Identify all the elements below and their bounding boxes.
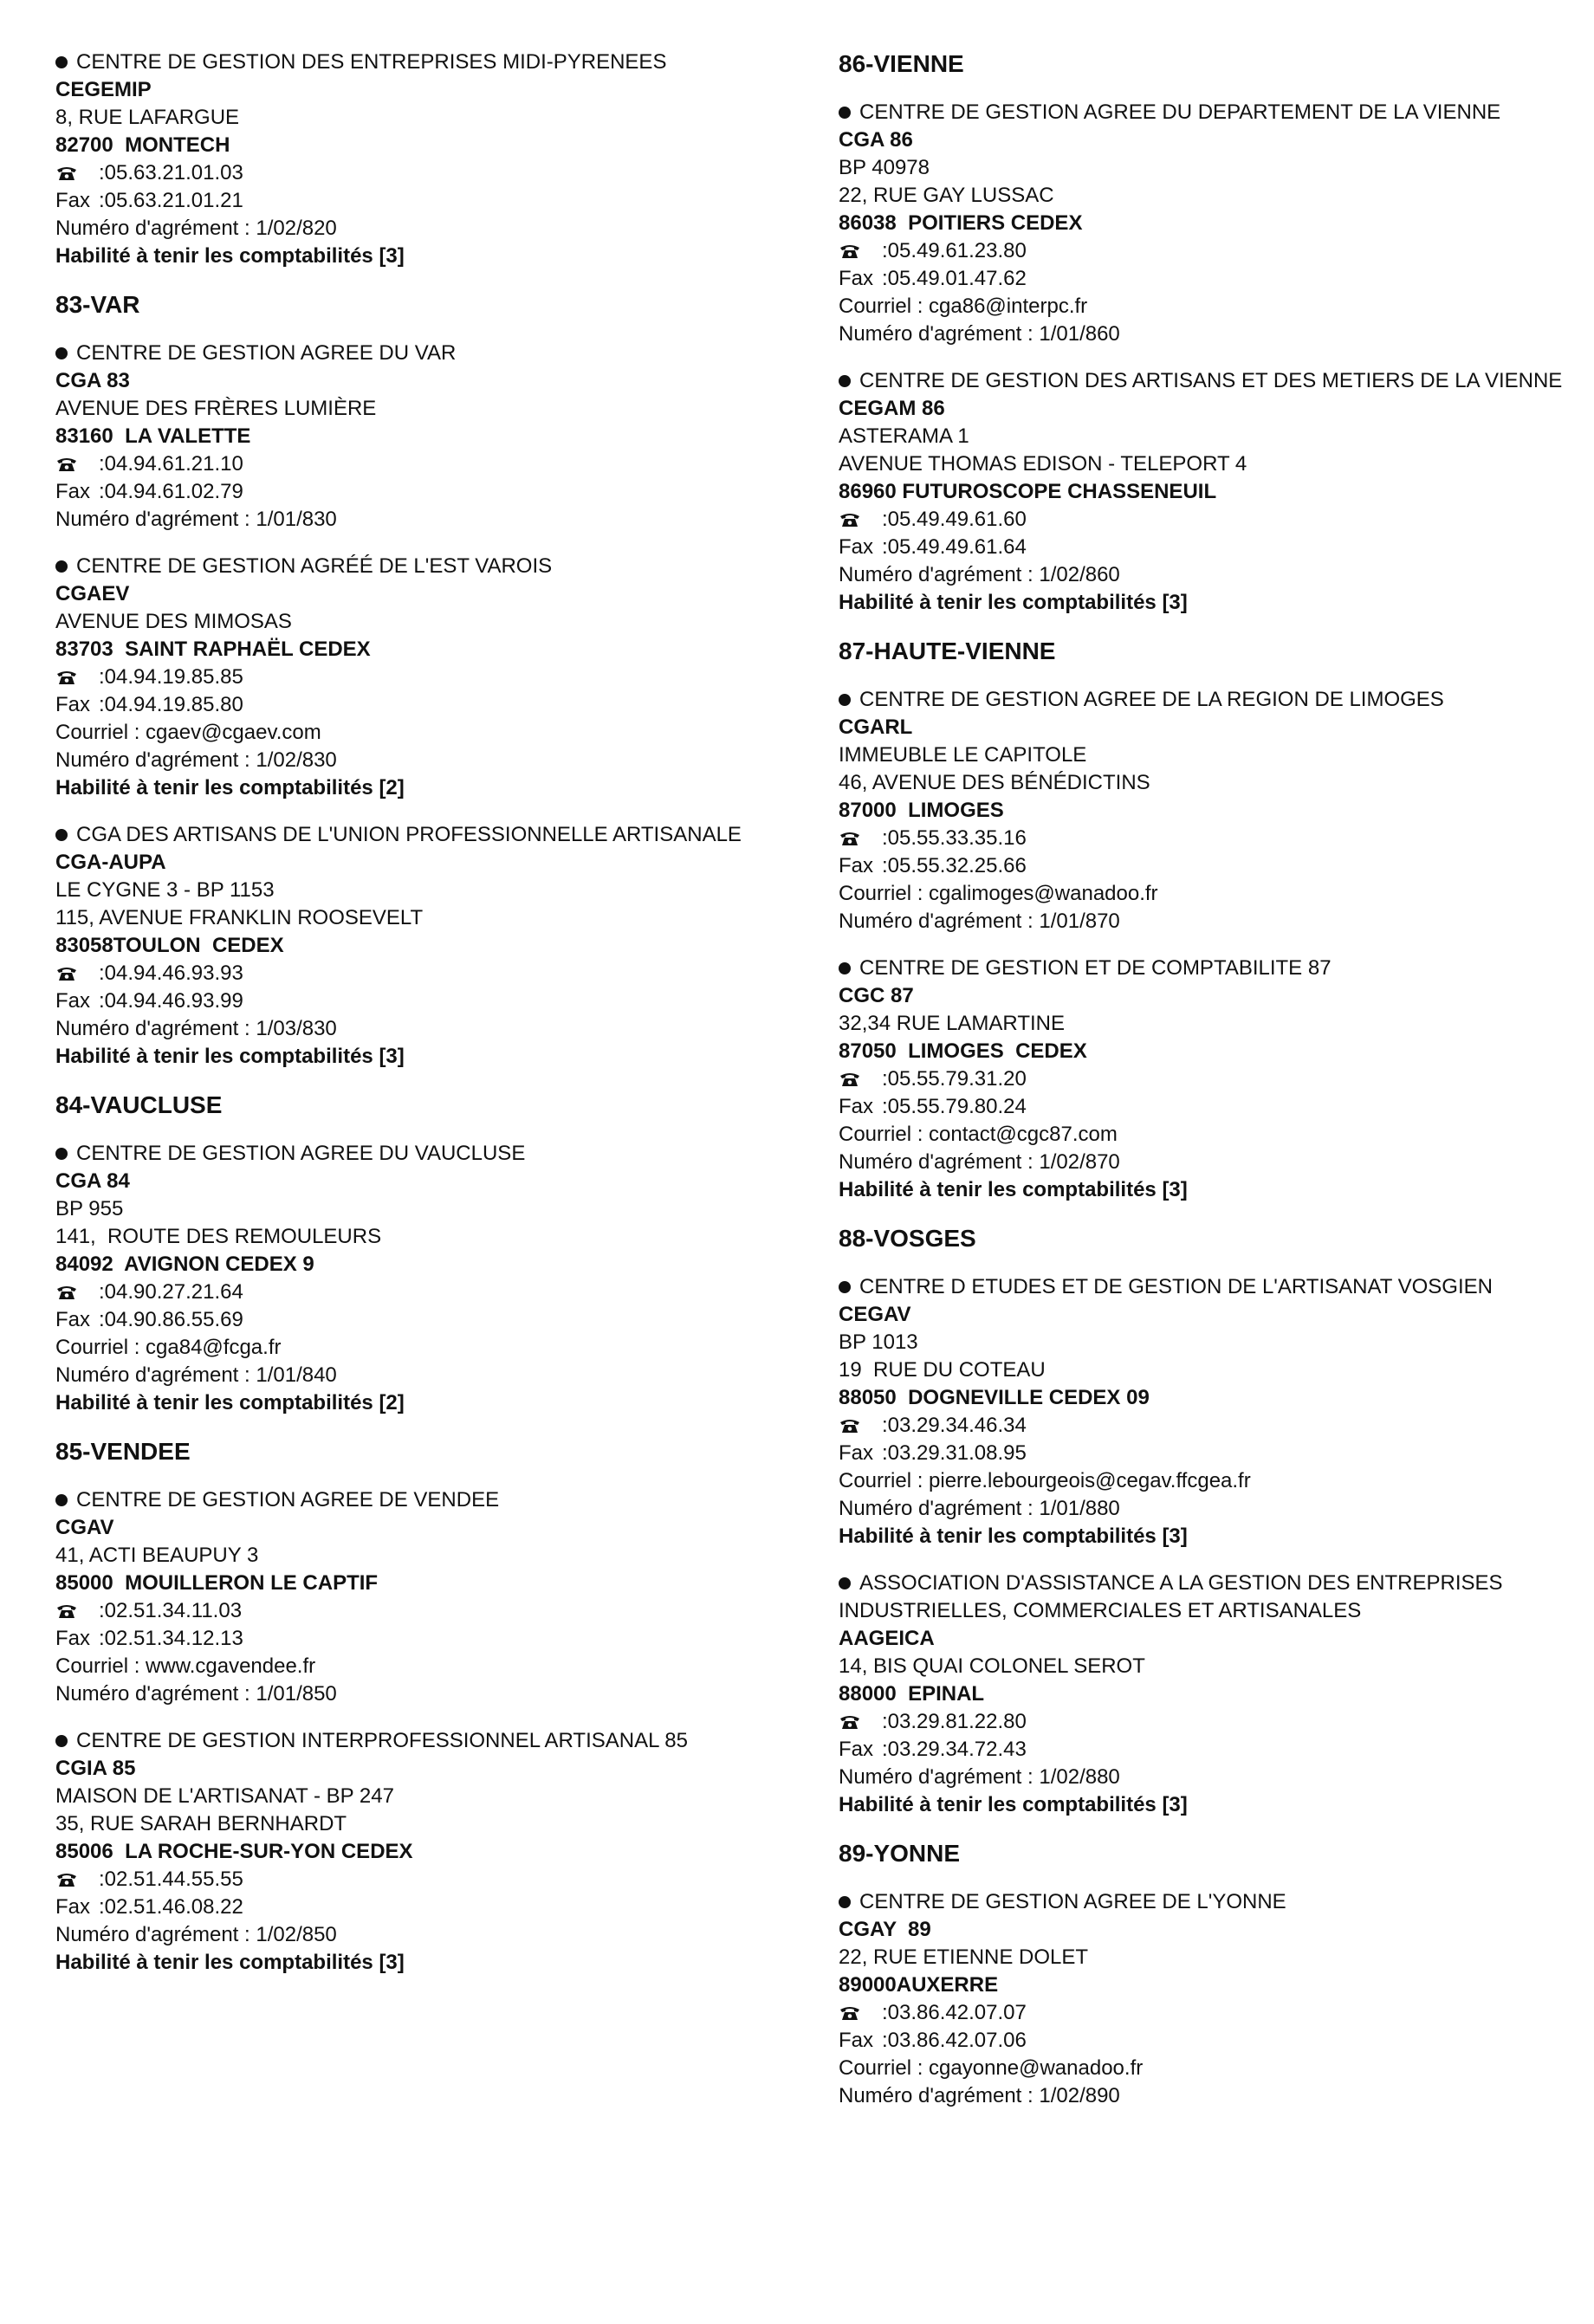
address-line: AVENUE DES MIMOSAS xyxy=(55,610,292,633)
department-heading: 89-YONNE xyxy=(839,1840,961,1867)
telephone-row xyxy=(55,1866,792,1894)
agrement-number: Numéro d'agrément : 1/02/850 xyxy=(55,1923,337,1946)
fax-label: Fax xyxy=(839,535,874,559)
telephone-label xyxy=(55,1597,99,1625)
separator: : xyxy=(99,1627,105,1650)
address-line: BP 1013 xyxy=(839,1330,918,1354)
entry-name-line xyxy=(839,955,1584,982)
telephone-label xyxy=(839,237,882,265)
entry-name-line xyxy=(839,686,1584,714)
bullet-icon xyxy=(55,1735,68,1747)
fax-row xyxy=(55,478,792,506)
postal-city: 88000 EPINAL xyxy=(839,1682,985,1706)
address-line: LE CYGNE 3 - BP 1153 xyxy=(55,878,275,902)
telephone-label xyxy=(55,159,99,187)
fax-label: Fax xyxy=(55,1308,91,1331)
phone-icon xyxy=(55,965,78,982)
separator: : xyxy=(99,1599,105,1622)
separator: : xyxy=(882,826,888,850)
entry-acronym: CGAEV xyxy=(55,582,130,605)
address-line: MAISON DE L'ARTISANAT - BP 247 xyxy=(55,1784,394,1808)
address-line: BP 40978 xyxy=(839,156,930,179)
email-line: Courriel : pierre.lebourgeois@cegav.ffcgea.fr xyxy=(839,1469,1251,1492)
entry-name-line xyxy=(839,367,1584,395)
bullet-icon xyxy=(839,107,851,119)
bullet-icon xyxy=(839,375,851,387)
email-line: Courriel : www.cgavendee.fr xyxy=(55,1654,316,1678)
department-heading: 88-VOSGES xyxy=(839,1225,976,1252)
entry-name: CENTRE DE GESTION ET DE COMPTABILITE 87 xyxy=(859,956,1332,980)
bullet-icon xyxy=(55,347,68,359)
separator: : xyxy=(99,452,105,476)
fax-label: Fax xyxy=(55,989,91,1013)
habilitation-note: Habilité à tenir les comptabilités [3] xyxy=(839,591,1188,614)
entry-acronym: AAGEICA xyxy=(839,1627,935,1650)
directory-entry xyxy=(839,367,1584,617)
phone-icon xyxy=(55,1871,78,1888)
directory-entry xyxy=(55,340,792,534)
separator: : xyxy=(882,535,888,559)
fax-number: 03.29.34.72.43 xyxy=(887,1738,1027,1761)
entry-name: CENTRE DE GESTION DES ENTREPRISES MIDI-PYRENEES xyxy=(76,50,667,74)
fax-number: 05.49.49.61.64 xyxy=(887,535,1027,559)
entry-name: CENTRE DE GESTION AGRÉÉ DE L'EST VAROIS xyxy=(76,554,553,578)
separator: : xyxy=(882,2029,888,2052)
telephone-row xyxy=(839,1708,1584,1736)
phone-icon xyxy=(839,1417,861,1434)
telephone-row xyxy=(55,664,792,691)
habilitation-note: Habilité à tenir les comptabilités [3] xyxy=(839,1525,1188,1548)
separator: : xyxy=(882,1738,888,1761)
entry-name-line xyxy=(55,49,792,76)
fax-row xyxy=(55,187,792,215)
agrement-number: Numéro d'agrément : 1/01/850 xyxy=(55,1682,337,1706)
telephone-label xyxy=(839,825,882,852)
telephone-number: 04.90.27.21.64 xyxy=(104,1280,243,1304)
postal-city: 83058TOULON CEDEX xyxy=(55,934,284,957)
telephone-number: 02.51.34.11.03 xyxy=(104,1599,243,1622)
agrement-number: Numéro d'agrément : 1/02/870 xyxy=(839,1150,1120,1174)
telephone-number: 05.49.61.23.80 xyxy=(887,239,1027,262)
telephone-label xyxy=(839,1412,882,1440)
fax-label: Fax xyxy=(55,189,91,212)
email-line: Courriel : cga84@fcga.fr xyxy=(55,1336,282,1359)
fax-label: Fax xyxy=(839,854,874,877)
telephone-row xyxy=(839,506,1584,534)
separator: : xyxy=(99,1868,105,1891)
fax-label: Fax xyxy=(55,693,91,716)
directory-entry xyxy=(839,99,1584,348)
telephone-label xyxy=(839,1999,882,2027)
fax-number: 03.29.31.08.95 xyxy=(887,1441,1027,1465)
entry-name: CENTRE DE GESTION AGREE DU DEPARTEMENT DE LA VIENNE xyxy=(859,100,1501,124)
separator: : xyxy=(882,267,888,290)
fax-label: Fax xyxy=(839,1738,874,1761)
fax-row xyxy=(839,265,1584,293)
entry-name-line xyxy=(839,1888,1584,1916)
fax-row xyxy=(55,691,792,719)
phone-icon xyxy=(839,1713,861,1731)
fax-number: 04.94.19.85.80 xyxy=(104,693,243,716)
email-line: Courriel : contact@cgc87.com xyxy=(839,1123,1118,1146)
entry-name-line xyxy=(839,1273,1584,1301)
telephone-row xyxy=(839,237,1584,265)
phone-icon xyxy=(839,2004,861,2022)
separator: : xyxy=(99,665,105,689)
department-heading: 87-HAUTE-VIENNE xyxy=(839,638,1056,664)
telephone-number: 04.94.61.21.10 xyxy=(104,452,243,476)
address-line: ASTERAMA 1 xyxy=(839,424,969,448)
agrement-number: Numéro d'agrément : 1/02/880 xyxy=(839,1765,1120,1789)
fax-label: Fax xyxy=(839,1095,874,1118)
department-heading: 86-VIENNE xyxy=(839,50,964,77)
fax-number: 05.55.32.25.66 xyxy=(887,854,1027,877)
address-line: 14, BIS QUAI COLONEL SEROT xyxy=(839,1654,1145,1678)
address-line: 141, ROUTE DES REMOULEURS xyxy=(55,1225,382,1248)
bullet-icon xyxy=(839,1896,851,1908)
telephone-label xyxy=(55,664,99,691)
fax-label: Fax xyxy=(839,2029,874,2052)
bullet-icon xyxy=(55,1148,68,1160)
habilitation-note: Habilité à tenir les comptabilités [3] xyxy=(839,1178,1188,1201)
fax-label: Fax xyxy=(55,480,91,503)
email-line: Courriel : cgaev@cgaev.com xyxy=(55,721,321,744)
phone-icon xyxy=(839,1071,861,1088)
telephone-number: 04.94.46.93.93 xyxy=(104,961,243,985)
phone-icon xyxy=(839,511,861,528)
habilitation-note: Habilité à tenir les comptabilités [3] xyxy=(839,1793,1188,1816)
agrement-number: Numéro d'agrément : 1/02/830 xyxy=(55,748,337,772)
entry-name: CENTRE DE GESTION AGREE DE LA REGION DE LIMOGES xyxy=(859,688,1444,711)
agrement-number: Numéro d'agrément : 1/03/830 xyxy=(55,1017,337,1040)
postal-city: 87050 LIMOGES CEDEX xyxy=(839,1039,1087,1063)
fax-row xyxy=(55,987,792,1015)
agrement-number: Numéro d'agrément : 1/01/830 xyxy=(55,508,337,531)
phone-icon xyxy=(55,1284,78,1301)
directory-entry xyxy=(839,1273,1584,1550)
entry-name-line xyxy=(55,1140,792,1168)
agrement-number: Numéro d'agrément : 1/01/840 xyxy=(55,1363,337,1387)
address-line: 8, RUE LAFARGUE xyxy=(55,106,240,129)
entry-acronym: CGA 86 xyxy=(839,128,913,152)
entry-name: CENTRE DE GESTION AGREE DU VAUCLUSE xyxy=(76,1142,526,1165)
entry-name: CENTRE DE GESTION DES ARTISANS ET DES METIERS DE LA VIENNE xyxy=(859,369,1563,392)
agrement-number: Numéro d'agrément : 1/01/860 xyxy=(839,322,1120,346)
separator: : xyxy=(99,1308,105,1331)
fax-number: 04.94.61.02.79 xyxy=(104,480,243,503)
telephone-row xyxy=(839,1412,1584,1440)
department-heading: 83-VAR xyxy=(55,291,140,318)
separator: : xyxy=(99,961,105,985)
agrement-number: Numéro d'agrément : 1/01/870 xyxy=(839,910,1120,933)
telephone-number: 05.55.33.35.16 xyxy=(887,826,1027,850)
separator: : xyxy=(99,480,105,503)
directory-entry xyxy=(55,1140,792,1417)
directory-entry xyxy=(839,955,1584,1204)
bullet-icon xyxy=(839,1577,851,1589)
entry-name-line xyxy=(839,99,1584,126)
fax-row xyxy=(55,1306,792,1334)
entry-acronym: CGAV xyxy=(55,1516,114,1539)
habilitation-note: Habilité à tenir les comptabilités [3] xyxy=(55,1045,405,1068)
postal-city: 83160 LA VALETTE xyxy=(55,424,251,448)
separator: : xyxy=(882,1414,888,1437)
address-line: BP 955 xyxy=(55,1197,124,1220)
fax-number: 04.90.86.55.69 xyxy=(104,1308,243,1331)
entry-name: CENTRE D ETUDES ET DE GESTION DE L'ARTISANAT VOSGIEN xyxy=(859,1275,1493,1298)
habilitation-note: Habilité à tenir les comptabilités [3] xyxy=(55,244,405,268)
bullet-icon xyxy=(55,560,68,573)
entry-name-line xyxy=(55,1486,792,1514)
directory-entry xyxy=(839,1888,1584,2110)
telephone-number: 03.86.42.07.07 xyxy=(887,2001,1027,2024)
directory-entry xyxy=(55,821,792,1071)
separator: : xyxy=(99,1280,105,1304)
fax-row xyxy=(55,1625,792,1653)
address-line: 22, RUE ETIENNE DOLET xyxy=(839,1945,1089,1969)
bullet-icon xyxy=(839,694,851,706)
entry-name: CENTRE DE GESTION AGREE DE VENDEE xyxy=(76,1488,500,1512)
postal-city: 88050 DOGNEVILLE CEDEX 09 xyxy=(839,1386,1150,1409)
fax-row xyxy=(839,534,1584,561)
telephone-number: 04.94.19.85.85 xyxy=(104,665,243,689)
postal-city: 87000 LIMOGES xyxy=(839,799,1004,822)
address-line: AVENUE DES FRÈRES LUMIÈRE xyxy=(55,397,377,420)
separator: : xyxy=(99,693,105,716)
postal-city: 86960 FUTUROSCOPE CHASSENEUIL xyxy=(839,480,1217,503)
telephone-label xyxy=(55,960,99,987)
fax-number: 03.86.42.07.06 xyxy=(887,2029,1027,2052)
fax-label: Fax xyxy=(839,267,874,290)
entry-acronym: CGA 83 xyxy=(55,369,130,392)
fax-row xyxy=(839,2027,1584,2055)
address-line: 19 RUE DU COTEAU xyxy=(839,1358,1046,1382)
fax-label: Fax xyxy=(55,1627,91,1650)
telephone-number: 03.29.81.22.80 xyxy=(887,1710,1027,1733)
telephone-number: 02.51.44.55.55 xyxy=(104,1868,243,1891)
separator: : xyxy=(882,2001,888,2024)
entry-name-line xyxy=(55,821,792,849)
entry-name: CENTRE DE GESTION AGREE DE L'YONNE xyxy=(859,1890,1286,1913)
phone-icon xyxy=(839,243,861,260)
entry-acronym: CEGAM 86 xyxy=(839,397,945,420)
postal-city: 85006 LA ROCHE-SUR-YON CEDEX xyxy=(55,1840,413,1863)
entry-name: CENTRE DE GESTION AGREE DU VAR xyxy=(76,341,457,365)
address-line: IMMEUBLE LE CAPITOLE xyxy=(839,743,1087,767)
address-line: 22, RUE GAY LUSSAC xyxy=(839,184,1054,207)
phone-icon xyxy=(839,830,861,847)
postal-city: 84092 AVIGNON CEDEX 9 xyxy=(55,1253,314,1276)
entry-acronym: CGC 87 xyxy=(839,984,914,1007)
telephone-row xyxy=(55,450,792,478)
telephone-row xyxy=(839,1999,1584,2027)
entry-acronym: CGA 84 xyxy=(55,1169,130,1193)
address-line: 32,34 RUE LAMARTINE xyxy=(839,1012,1065,1035)
telephone-row xyxy=(55,1279,792,1306)
directory-entry xyxy=(55,49,792,270)
separator: : xyxy=(99,1895,105,1919)
fax-number: 04.94.46.93.99 xyxy=(104,989,243,1013)
fax-row xyxy=(839,1736,1584,1764)
entry-acronym: CGIA 85 xyxy=(55,1757,136,1780)
entry-name: ASSOCIATION D'ASSISTANCE A LA GESTION DES ENTREPRISES INDUSTRIELLES, COMMERCIALES ET ARTISANALES xyxy=(839,1571,1509,1622)
directory-entry xyxy=(55,553,792,802)
entry-acronym: CGARL xyxy=(839,715,913,739)
entry-name: CENTRE DE GESTION INTERPROFESSIONNEL ARTISANAL 85 xyxy=(76,1729,688,1752)
entry-name: CGA DES ARTISANS DE L'UNION PROFESSIONNELLE ARTISANALE xyxy=(76,823,742,846)
separator: : xyxy=(99,161,105,184)
entry-name-line xyxy=(55,340,792,367)
fax-row xyxy=(839,1440,1584,1467)
entry-acronym: CEGAV xyxy=(839,1303,911,1326)
habilitation-note: Habilité à tenir les comptabilités [3] xyxy=(55,1951,405,1974)
postal-city: 82700 MONTECH xyxy=(55,133,230,157)
telephone-row xyxy=(839,825,1584,852)
right-column xyxy=(839,49,1584,2129)
separator: : xyxy=(882,508,888,531)
separator: : xyxy=(882,1710,888,1733)
fax-number: 02.51.34.12.13 xyxy=(104,1627,243,1650)
email-line: Courriel : cgayonne@wanadoo.fr xyxy=(839,2056,1144,2080)
directory-entry xyxy=(55,1727,792,1977)
fax-row xyxy=(839,852,1584,880)
entry-acronym: CGAY 89 xyxy=(839,1918,931,1941)
entry-acronym: CGA-AUPA xyxy=(55,851,166,874)
telephone-number: 03.29.34.46.34 xyxy=(887,1414,1027,1437)
fax-number: 05.55.79.80.24 xyxy=(887,1095,1027,1118)
address-line: 46, AVENUE DES BÉNÉDICTINS xyxy=(839,771,1150,794)
directory-entry xyxy=(839,1570,1584,1819)
entry-name-line xyxy=(55,553,792,580)
postal-city: 86038 POITIERS CEDEX xyxy=(839,211,1083,235)
telephone-label xyxy=(839,506,882,534)
telephone-number: 05.55.79.31.20 xyxy=(887,1067,1027,1091)
email-line: Courriel : cga86@interpc.fr xyxy=(839,295,1088,318)
phone-icon xyxy=(55,669,78,686)
bullet-icon xyxy=(839,962,851,974)
entry-name-line xyxy=(55,1727,792,1755)
separator: : xyxy=(882,1441,888,1465)
address-line: 115, AVENUE FRANKLIN ROOSEVELT xyxy=(55,906,424,929)
left-column xyxy=(55,49,792,1996)
telephone-row xyxy=(55,159,792,187)
telephone-number: 05.49.49.61.60 xyxy=(887,508,1027,531)
fax-number: 02.51.46.08.22 xyxy=(104,1895,243,1919)
telephone-number: 05.63.21.01.03 xyxy=(104,161,243,184)
fax-row xyxy=(839,1093,1584,1121)
phone-icon xyxy=(55,456,78,473)
entry-acronym: CEGEMIP xyxy=(55,78,152,101)
fax-label: Fax xyxy=(55,1895,91,1919)
telephone-row xyxy=(55,1597,792,1625)
separator: : xyxy=(882,239,888,262)
address-line: 35, RUE SARAH BERNHARDT xyxy=(55,1812,347,1835)
separator: : xyxy=(99,189,105,212)
habilitation-note: Habilité à tenir les comptabilités [2] xyxy=(55,1391,405,1414)
agrement-number: Numéro d'agrément : 1/02/890 xyxy=(839,2084,1120,2107)
telephone-row xyxy=(55,960,792,987)
fax-label: Fax xyxy=(839,1441,874,1465)
telephone-label xyxy=(839,1065,882,1093)
habilitation-note: Habilité à tenir les comptabilités [2] xyxy=(55,776,405,799)
telephone-label xyxy=(839,1708,882,1736)
directory-entry xyxy=(55,1486,792,1708)
department-heading: 85-VENDEE xyxy=(55,1438,191,1465)
telephone-row xyxy=(839,1065,1584,1093)
bullet-icon xyxy=(839,1281,851,1293)
separator: : xyxy=(882,1067,888,1091)
fax-number: 05.63.21.01.21 xyxy=(104,189,243,212)
phone-icon xyxy=(55,1602,78,1620)
bullet-icon xyxy=(55,1494,68,1506)
address-line: 41, ACTI BEAUPUY 3 xyxy=(55,1544,259,1567)
separator: : xyxy=(99,989,105,1013)
agrement-number: Numéro d'agrément : 1/02/860 xyxy=(839,563,1120,586)
telephone-label xyxy=(55,1866,99,1894)
postal-city: 85000 MOUILLERON LE CAPTIF xyxy=(55,1571,379,1595)
agrement-number: Numéro d'agrément : 1/01/880 xyxy=(839,1497,1120,1520)
email-line: Courriel : cgalimoges@wanadoo.fr xyxy=(839,882,1158,905)
phone-icon xyxy=(55,165,78,182)
bullet-icon xyxy=(55,829,68,841)
fax-row xyxy=(55,1894,792,1921)
directory-entry xyxy=(839,686,1584,935)
agrement-number: Numéro d'agrément : 1/02/820 xyxy=(55,217,337,240)
department-heading: 84-VAUCLUSE xyxy=(55,1091,223,1118)
address-line: AVENUE THOMAS EDISON - TELEPORT 4 xyxy=(839,452,1247,476)
separator: : xyxy=(882,1095,888,1118)
postal-city: 89000AUXERRE xyxy=(839,1973,999,1997)
postal-city: 83703 SAINT RAPHAËL CEDEX xyxy=(55,638,371,661)
bullet-icon xyxy=(55,56,68,68)
telephone-label xyxy=(55,450,99,478)
entry-name-line xyxy=(839,1570,1584,1625)
separator: : xyxy=(882,854,888,877)
fax-number: 05.49.01.47.62 xyxy=(887,267,1027,290)
telephone-label xyxy=(55,1279,99,1306)
